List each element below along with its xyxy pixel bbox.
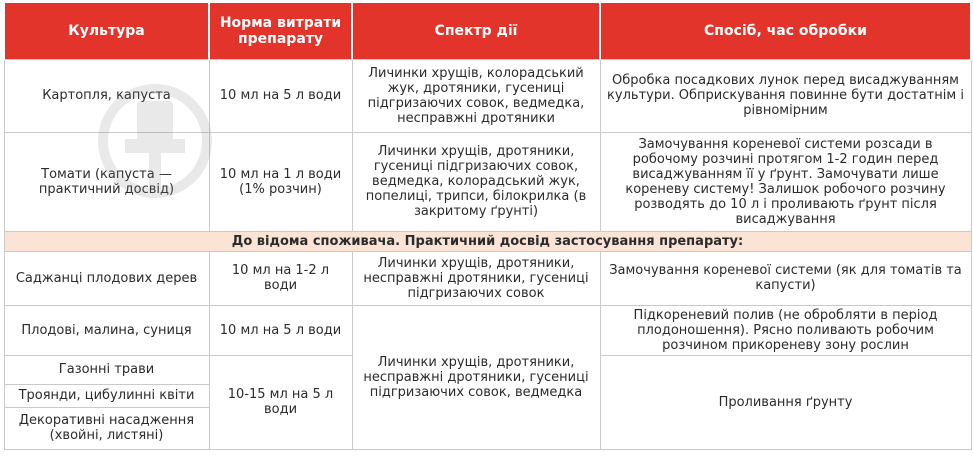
cell-method: Підкореневий полив (не обробляти в період плодоношення). Рясно поливають робочим розчином прикореневу зону рослин <box>600 305 971 355</box>
table-row <box>4 59 971 132</box>
cell-rate: 10 мл на 5 л води <box>209 305 352 355</box>
header-method: Спосіб, час обробки <box>600 3 971 59</box>
notice-row <box>4 231 971 251</box>
header-culture: Культура <box>4 3 209 59</box>
cell-rate: 10 мл на 1 л води (1% розчин) <box>209 132 352 231</box>
cell-method: Замочування кореневої системи розсади в робочому розчині протягом 1-2 годин перед висаджуванням її у ґрунт. Замочувати лише кореневу систему! Залишок робочого розчину розводять до 10 л і проливають ґрунт після висаджування <box>600 132 971 231</box>
cell-culture: Саджанці плодових дерев <box>4 251 209 305</box>
cell-method-shared: Проливання ґрунту <box>600 355 971 449</box>
table-header-row <box>4 3 971 59</box>
product-usage-table <box>3 3 972 450</box>
cell-rate-shared: 10-15 мл на 5 л води <box>209 355 352 449</box>
header-rate: Норма витрати препарату <box>209 3 352 59</box>
cell-spectrum: Личинки хрущів, колорадський жук, дротяники, гусениці підгризаючих совок, ведмедка, несправжні дротяники <box>352 59 600 132</box>
cell-culture: Томати (капуста — практичний досвід) <box>4 132 209 231</box>
cell-culture: Газонні трави <box>4 355 209 384</box>
header-spectrum: Спектр дії <box>352 3 600 59</box>
cell-spectrum-shared: Личинки хрущів, дротяники, несправжні дротяники, гусениці підгризаючих совок, ведмедка <box>352 305 600 449</box>
cell-culture: Картопля, капуста <box>4 59 209 132</box>
consumer-notice: До відома споживача. Практичний досвід застосування препарату: <box>4 231 971 251</box>
cell-culture: Декоративні насадження (хвойні, листяні) <box>4 407 209 449</box>
cell-culture: Троянди, цибулинні квіти <box>4 384 209 407</box>
cell-spectrum: Личинки хрущів, дротяники, несправжні дротяники, гусениці підгризаючих совок <box>352 251 600 305</box>
cell-method: Замочування кореневої системи (як для томатів та капусти) <box>600 251 971 305</box>
table-row <box>4 305 971 355</box>
cell-method: Обробка посадкових лунок перед висаджуванням культури. Обприскування повинне бути достатнім і рівномірним <box>600 59 971 132</box>
table-row <box>4 132 971 231</box>
cell-spectrum: Личинки хрущів, дротяники, гусениці підгризаючих совок, ведмедка, колорадський жук, попелиці, трипси, білокрилка (в закритому ґрунті) <box>352 132 600 231</box>
cell-culture: Плодові, малина, суниця <box>4 305 209 355</box>
cell-rate: 10 мл на 5 л води <box>209 59 352 132</box>
table-row <box>4 251 971 305</box>
cell-rate: 10 мл на 1-2 л води <box>209 251 352 305</box>
